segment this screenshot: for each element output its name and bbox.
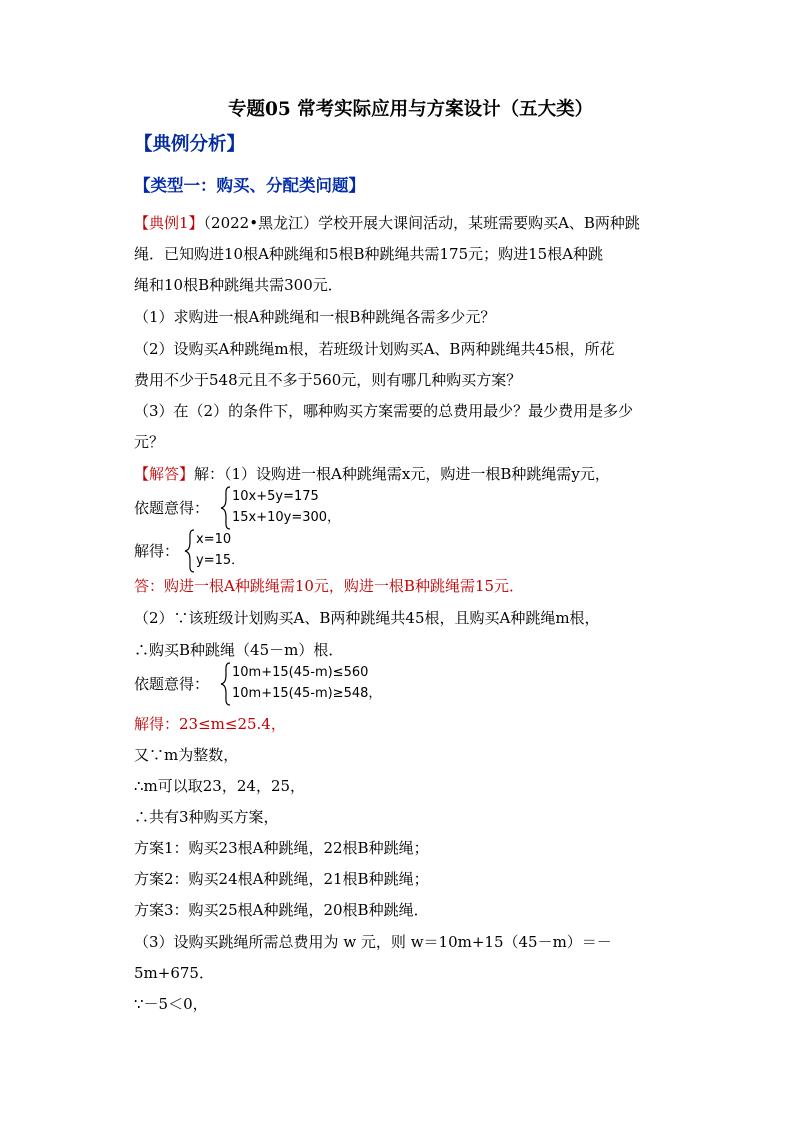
equation-system-1 (220, 486, 360, 530)
plan-count: ∴共有3种购买方案， (134, 808, 279, 826)
setup-label-2: 依题意得： (134, 675, 210, 693)
solution-2-line-2: ∴购买B种跳绳（45－m）根． (134, 641, 344, 659)
question-2-line-1: （2）设购买A种跳绳m根，若班级计划购买A、B两种跳绳共45根，所花 (134, 340, 615, 358)
solution-tag: 【解答】 (134, 465, 195, 483)
equation-x: x=10 (196, 532, 232, 547)
problem-text: （2022•黑龙江）学校开展大课间活动，某班需要购买A、B两种跳 (203, 214, 640, 232)
plan-3: 方案3：购买25根A种跳绳，20根B种跳绳． (134, 901, 429, 919)
page-title: 专题05 常考实际应用与方案设计（五大类） (228, 99, 594, 120)
type-heading: 【类型一：购买、分配类问题】 (134, 176, 365, 195)
brace-icon (220, 486, 232, 530)
equation-2: 15x+10y=300， (232, 510, 341, 525)
question-1: （1）求购进一根A种跳绳和一根B种跳绳各需多少元？ (134, 308, 496, 326)
equation-system-2 (184, 529, 264, 573)
equation-1: 10x+5y=175 (232, 489, 319, 504)
brace-icon (220, 662, 232, 706)
solution-3-line-1: （3）设购买跳绳所需总费用为 w 元，则 w＝10m+15（45－m）＝－ (134, 933, 612, 951)
answer-1: 答：购进一根A种跳绳需10元，购进一根B种跳绳需15元． (134, 577, 525, 595)
question-3-line-1: （3）在（2）的条件下，哪种购买方案需要的总费用最少？最少费用是多少 (134, 402, 634, 420)
inequality-system (220, 662, 400, 706)
solve-result-2: 解得：23≤m≤25.4， (134, 715, 286, 733)
equation-y: y=15． (196, 553, 245, 568)
plan-1: 方案1：购买23根A种跳绳，22根B种跳绳； (134, 839, 429, 857)
integer-condition: 又∵m为整数， (134, 746, 239, 764)
inequality-1: 10m+15(45-m)≤560 (232, 665, 369, 680)
setup-label-1: 依题意得： (134, 499, 210, 517)
brace-icon (184, 529, 196, 573)
problem-line-1 (134, 213, 640, 233)
question-2-line-2: 费用不少于548元且不多于560元，则有哪几种购买方案？ (134, 371, 522, 389)
possible-values: ∴m可以取23，24，25， (134, 777, 306, 795)
question-3-line-2: 元？ (134, 433, 165, 451)
solution-text: 解：（1）设购进一根A种跳绳需x元，购进一根B种跳绳需y元， (194, 465, 610, 483)
solution-2-line-1: （2）∵该班级计划购买A、B两种跳绳共45根，且购买A种跳绳m根， (134, 609, 600, 627)
section-heading: 【典例分析】 (134, 134, 246, 155)
plan-2: 方案2：购买24根A种跳绳，21根B种跳绳； (134, 870, 429, 888)
solution-3-line-2: 5m+675． (134, 964, 214, 982)
problem-line-2: 绳．已知购进10根A种跳绳和5根B种跳绳共需175元；购进15根A种跳 (134, 245, 604, 263)
problem-tag: 【典例1】 (134, 214, 204, 232)
solve-label-1: 解得： (134, 542, 180, 560)
problem-line-3: 绳和10根B种跳绳共需300元． (134, 276, 343, 294)
inequality-2: 10m+15(45-m)≥548， (232, 686, 382, 701)
solution-3-line-3: ∵－5＜0， (134, 995, 208, 1013)
solution-line-1 (134, 464, 610, 484)
